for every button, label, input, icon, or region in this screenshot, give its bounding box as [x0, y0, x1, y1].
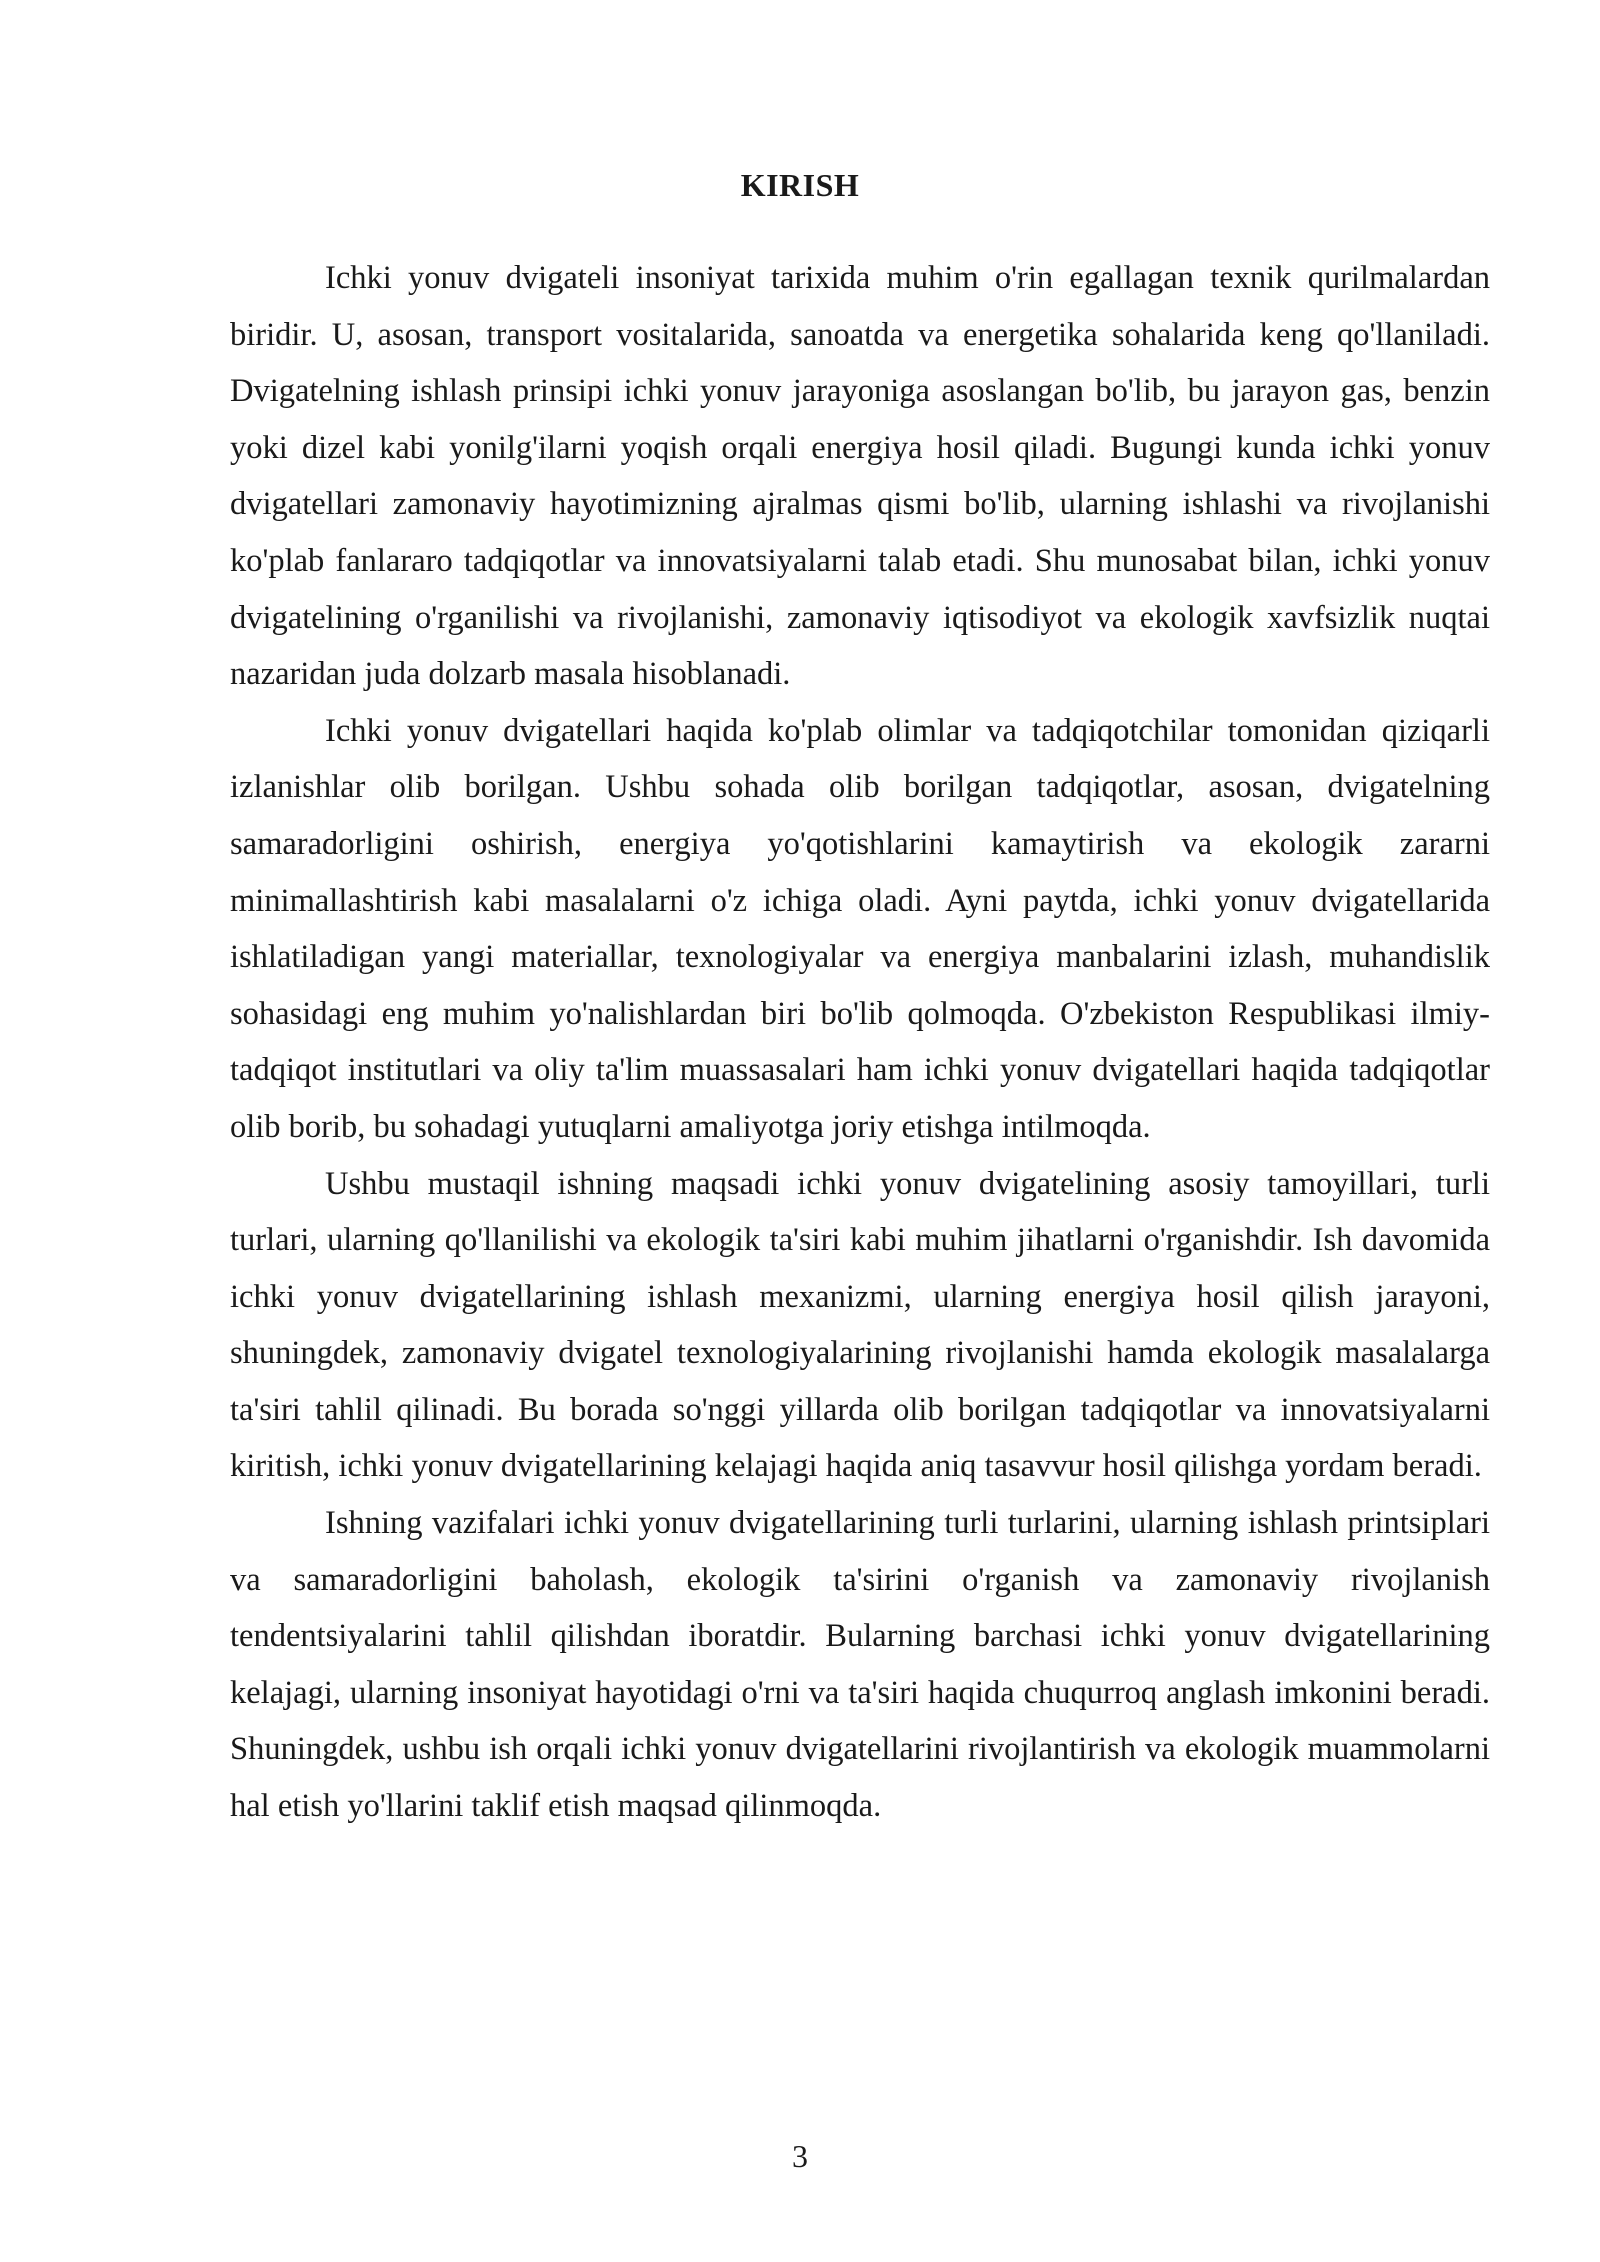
paragraph-4: Ishning vazifalari ichki yonuv dvigatellarining turli turlarini, ularning ishlash printsiplari va samaradorligini baholash, ekologik ta'sirini o'rganish va zamonaviy rivojlanish tendentsiyalarini tahlil qilishdan iboratdir. Bularning barchasi ichki yonuv dvigatellarining kelajagi, ularning insoniyat hayotidagi o'rni va ta'siri haqida chuqurroq anglash imkonini beradi. Shuningdek, ushbu ish orqali ichki yonuv dvigatellarini rivojlantirish va ekologik muammolarni hal etish yo'llarini taklif etish maqsad qilinmoqda. [230, 1505, 1490, 1825]
paragraph-2: Ichki yonuv dvigatellari haqida ko'plab olimlar va tadqiqotchilar tomonidan qiziqarli izlanishlar olib borilgan. Ushbu sohada olib borilgan tadqiqotlar, asosan, dvigatelning samaradorligini oshirish, energiya yo'qotishlarini kamaytirish va ekologik zararni minimallashtirish kabi masalalarni o'z ichiga oladi. Ayni paytda, ichki yonuv dvigatellarida ishlatiladigan yangi materiallar, texnologiyalar va energiya manbalarini izlash, muhandislik sohasidagi eng muhim yo'nalishlardan biri bo'lib qolmoqda. O'zbekiston Respublikasi ilmiy-tadqiqot institutlari va oliy ta'lim muassasalari ham ichki yonuv dvigatellari haqida tadqiqotlar olib borib, bu sohadagi yutuqlarni amaliyotga joriy etishga intilmoqda. [230, 712, 1490, 1145]
paragraph-1: Ichki yonuv dvigateli insoniyat tarixida muhim o'rin egallagan texnik qurilmalardan biridir. U, asosan, transport vositalarida, sanoatda va energetika sohalarida keng qo'llaniladi. Dvigatelning ishlash prinsipi ichki yonuv jarayoniga asoslangan bo'lib, bu jarayon gas, benzin yoki dizel kabi yonilg'ilarni yoqish orqali energiya hosil qiladi. Bugungi kunda ichki yonuv dvigatellari zamonaviy hayotimizning ajralmas qismi bo'lib, ularning ishlashi va rivojlanishi ko'plab fanlararo tadqiqotlar va innovatsiyalarni talab etadi. Shu munosabat bilan, ichki yonuv dvigatelining o'rganilishi va rivojlanishi, zamonaviy iqtisodiyot va ekologik xavfsizlik nuqtai nazaridan juda dolzarb masala hisoblanadi. [230, 260, 1490, 693]
body-text [230, 250, 1490, 1835]
section-title: KIRISH [740, 167, 860, 203]
page-number: 3 [792, 2138, 808, 2174]
paragraph-3: Ushbu mustaqil ishning maqsadi ichki yonuv dvigatelining asosiy tamoyillari, turli turlari, ularning qo'llanilishi va ekologik ta'siri kabi muhim jihatlarni o'rganishdir. Ish davomida ichki yonuv dvigatellarining ishlash mexanizmi, ularning energiya hosil qilish jarayoni, shuningdek, zamonaviy dvigatel texnologiyalarining rivojlanishi hamda ekologik masalalarga ta'siri tahlil qilinadi. Bu borada so'nggi yillarda olib borilgan tadqiqotlar va innovatsiyalarni kiritish, ichki yonuv dvigatellarining kelajagi haqida aniq tasavvur hosil qilishga yordam beradi. [230, 1165, 1490, 1485]
